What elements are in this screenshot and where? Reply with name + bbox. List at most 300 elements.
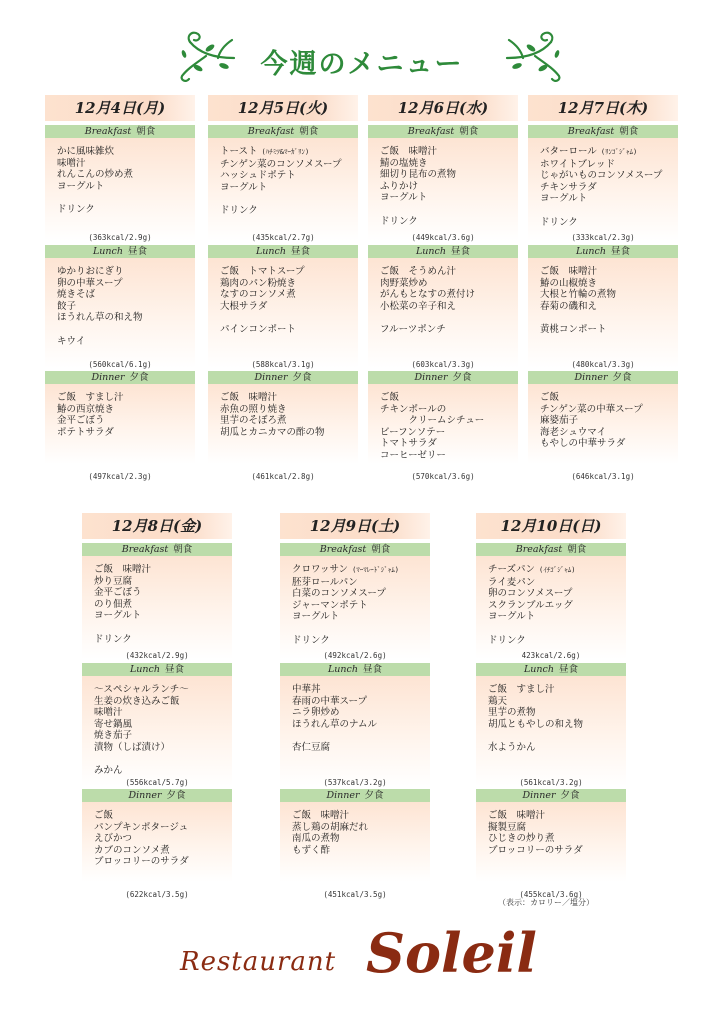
meal-dinner <box>476 789 626 882</box>
meal-label-en: Lunch <box>328 664 358 675</box>
meal-nutrition: (646kcal/3.1g) <box>571 472 635 481</box>
menu-item-text: 擬製豆腐 <box>488 821 527 833</box>
menu-item <box>94 765 232 777</box>
menu-item <box>380 427 518 439</box>
meal-nutrition: (492kcal/2.6g) <box>323 651 387 660</box>
menu-item <box>220 392 358 404</box>
menu-item-text: ご飯 味噌汁 <box>380 146 438 157</box>
menu-item-text: もずく酢 <box>292 844 331 856</box>
menu-item <box>488 564 626 577</box>
menu-item-text: 中華丼 <box>292 684 321 695</box>
menu-item-text: 海老シュウマイ <box>540 426 607 438</box>
menu-item-text: トースト <box>220 146 258 157</box>
meal-label-ja: 夕食 <box>292 372 312 383</box>
day-date: 12月8日(金) <box>82 513 232 539</box>
menu-item-text: 鯖の塩焼き <box>380 157 428 169</box>
page-header <box>0 28 724 88</box>
menu-item <box>540 278 678 290</box>
menu-item <box>540 392 678 404</box>
menu-item-text: ニラ卵炒め <box>292 707 340 718</box>
menu-item-text: ドリンク <box>488 634 526 646</box>
menu-item <box>57 266 195 278</box>
menu-item-text: ヨーグルト <box>57 180 105 192</box>
menu-item <box>488 635 626 647</box>
menu-item <box>292 600 430 612</box>
meal-lunch <box>280 663 430 786</box>
menu-item-text: 赤魚の照り焼き <box>220 403 287 415</box>
meal-label-en: Breakfast <box>407 126 455 137</box>
day-date: 12月7日(木) <box>528 95 678 121</box>
menu-item-text: 餃子 <box>57 300 77 312</box>
menu-item <box>94 707 232 719</box>
meal-label-bar <box>368 125 518 138</box>
menu-item-text: 鰆の西京焼き <box>57 403 115 415</box>
menu-item-text: 鰆の山椒焼き <box>540 277 598 289</box>
meal-label-ja: 昼食 <box>558 664 578 675</box>
menu-item <box>292 588 430 600</box>
meal-label-en: Breakfast <box>247 126 295 137</box>
menu-item <box>488 742 626 754</box>
meal-label-bar <box>368 245 518 258</box>
item-spacer <box>94 753 232 765</box>
menu-item-text: 味噌汁 <box>94 707 123 718</box>
menu-item-text: ゆかりおにぎり <box>57 266 124 277</box>
menu-item-text: ホワイトブレッド <box>540 158 615 170</box>
meal-label-ja: 夕食 <box>129 372 149 383</box>
meal-label-en: Lunch <box>93 246 123 257</box>
meal-label-ja: 朝食 <box>619 126 639 137</box>
day-column-sat <box>280 513 430 907</box>
menu-item-text: 鶏肉のパン粉焼き <box>220 277 297 289</box>
menu-item <box>380 266 518 278</box>
meal-items <box>280 802 430 882</box>
menu-item <box>292 564 430 577</box>
meal-label-bar <box>476 789 626 802</box>
menu-item <box>292 719 430 731</box>
menu-item-text: 南瓜の煮物 <box>292 833 340 844</box>
menu-item <box>57 427 195 439</box>
menu-item <box>540 427 678 439</box>
menu-item <box>380 192 518 204</box>
menu-item-text: ご飯 <box>540 392 560 403</box>
meal-label-bar <box>528 125 678 138</box>
menu-item <box>57 278 195 290</box>
menu-item-text: キウイ <box>57 335 86 347</box>
item-spacer <box>57 192 195 204</box>
meal-nutrition: (480kcal/3.3g) <box>571 360 635 369</box>
menu-item-text: ライ麦パン <box>488 576 536 588</box>
menu-item-text: チキンサラダ <box>540 181 597 193</box>
menu-item-text: ドリンク <box>292 634 330 646</box>
menu-item-text: 蒸し鶏の胡麻だれ <box>292 821 369 833</box>
menu-item <box>380 392 518 404</box>
day-column-wed <box>368 95 518 489</box>
meal-label-bar <box>476 543 626 556</box>
meal-breakfast <box>208 125 358 241</box>
menu-item <box>220 170 358 182</box>
menu-item-text: 胚芽ロールパン <box>292 576 358 588</box>
menu-item <box>57 301 195 313</box>
menu-item <box>292 577 430 589</box>
menu-item-text: ドリンク <box>540 216 578 228</box>
menu-item <box>380 415 518 427</box>
meal-items <box>82 556 232 659</box>
menu-item <box>220 289 358 301</box>
meal-nutrition: (537kcal/3.2g) <box>323 778 387 787</box>
meal-nutrition: (588kcal/3.1g) <box>251 360 315 369</box>
meal-label-bar <box>280 543 430 556</box>
menu-item-text: 里芋の煮物 <box>488 707 536 718</box>
meal-label-ja: 昼食 <box>290 246 310 257</box>
menu-item <box>57 158 195 170</box>
menu-item-text: 漬物（しば漬け） <box>94 741 171 753</box>
menu-item <box>540 289 678 301</box>
meal-dinner <box>528 371 678 464</box>
item-spacer <box>540 205 678 217</box>
menu-item-text: バターロール <box>540 146 597 157</box>
day-date: 12月10日(日) <box>476 513 626 539</box>
menu-item-text: ドリンク <box>94 633 132 645</box>
meal-lunch <box>82 663 232 786</box>
menu-item-text: チンゲン菜のコンソメスープ <box>220 158 342 170</box>
menu-item-text: 春雨の中華スープ <box>292 695 368 707</box>
menu-item-text: ご飯 トマトスープ <box>220 266 305 277</box>
menu-item-text: 卵の中華スープ <box>57 277 123 289</box>
menu-item-text: ポテトサラダ <box>57 426 114 438</box>
menu-item-text: 焼き茄子 <box>94 730 133 741</box>
meal-breakfast <box>476 543 626 659</box>
menu-item-text: 黄桃コンポート <box>540 324 607 335</box>
menu-item <box>220 146 358 159</box>
meal-label-bar <box>208 125 358 138</box>
meal-label-ja: 夕食 <box>612 372 632 383</box>
menu-item <box>292 822 430 834</box>
meal-label-en: Breakfast <box>121 544 169 555</box>
meal-label-ja: 朝食 <box>371 544 391 555</box>
menu-item <box>94 822 232 834</box>
meal-label-en: Breakfast <box>84 126 132 137</box>
meal-label-ja: 昼食 <box>164 664 184 675</box>
nutrition-legend-note: （表示：カロリー／塩分） <box>498 898 594 907</box>
menu-item-text: パインコンポート <box>220 324 297 335</box>
menu-item <box>94 576 232 588</box>
meal-items <box>82 802 232 882</box>
menu-item <box>488 684 626 696</box>
meal-dinner <box>82 789 232 882</box>
item-spacer <box>220 193 358 205</box>
meal-lunch <box>528 245 678 368</box>
menu-item-text: スクランブルエッグ <box>488 599 573 611</box>
menu-item-text: ヨーグルト <box>220 181 268 193</box>
menu-item-text: 肉野菜炒め <box>380 277 428 289</box>
meal-items <box>476 676 626 786</box>
meal-label-ja: 昼食 <box>362 664 382 675</box>
meal-items <box>368 258 518 368</box>
menu-item <box>220 404 358 416</box>
menu-item <box>94 599 232 611</box>
menu-item <box>220 278 358 290</box>
meal-items <box>476 556 626 659</box>
meal-label-ja: 夕食 <box>166 790 186 801</box>
menu-item <box>540 438 678 450</box>
meal-items <box>528 384 678 464</box>
menu-item <box>220 324 358 336</box>
menu-item <box>488 588 626 600</box>
meal-label-ja: 昼食 <box>610 246 630 257</box>
meal-label-bar <box>280 789 430 802</box>
day-date: 12月5日(火) <box>208 95 358 121</box>
menu-item <box>292 635 430 647</box>
menu-item <box>94 742 232 754</box>
menu-item <box>488 822 626 834</box>
menu-item-text: ビーフンソテー <box>380 426 446 438</box>
menu-item <box>540 415 678 427</box>
menu-item-text: ヨーグルト <box>380 192 428 203</box>
meal-items <box>528 258 678 368</box>
meal-nutrition: (432kcal/2.9g) <box>125 651 189 660</box>
menu-item-text: もやしの中華サラダ <box>540 438 626 449</box>
menu-item-text: クロワッサン <box>292 564 349 575</box>
item-spacer <box>488 730 626 742</box>
menu-item-text: フルーツポンチ <box>380 324 446 335</box>
menu-item <box>94 845 232 857</box>
meal-label-en: Dinner <box>522 790 556 801</box>
menu-item-text: えびかつ <box>94 833 133 844</box>
menu-item-text: 金平ごぼう <box>57 415 105 426</box>
meal-nutrition: (363kcal/2.9g) <box>88 233 152 242</box>
menu-item-text: じゃがいものコンソメスープ <box>540 170 663 181</box>
menu-item <box>94 730 232 742</box>
menu-item <box>57 415 195 427</box>
menu-item-text: みかん <box>94 765 123 776</box>
menu-item <box>540 159 678 171</box>
day-date: 12月9日(土) <box>280 513 430 539</box>
meal-label-bar <box>82 543 232 556</box>
menu-item-text: 春菊の磯和え <box>540 300 598 312</box>
restaurant-logo <box>180 921 560 995</box>
menu-item-text: ご飯 <box>94 810 114 821</box>
meal-label-en: Breakfast <box>567 126 615 137</box>
menu-item-text: ほうれん草の和え物 <box>57 312 143 323</box>
menu-item <box>488 833 626 845</box>
meal-label-bar <box>528 371 678 384</box>
menu-item-text: 杏仁豆腐 <box>292 742 331 753</box>
meal-nutrition: (556kcal/5.7g) <box>125 778 189 787</box>
meal-label-bar <box>45 245 195 258</box>
menu-item <box>540 324 678 336</box>
menu-item <box>380 450 518 462</box>
menu-item <box>488 600 626 612</box>
menu-item <box>220 205 358 217</box>
day-date: 12月4日(月) <box>45 95 195 121</box>
menu-item <box>220 415 358 427</box>
menu-item <box>380 181 518 193</box>
menu-item-text: 里芋のそぼろ煮 <box>220 415 287 426</box>
meal-nutrition: (570kcal/3.6g) <box>411 472 475 481</box>
menu-item <box>380 301 518 313</box>
meal-label-en: Breakfast <box>515 544 563 555</box>
meal-nutrition: (333kcal/2.3g) <box>571 233 635 242</box>
menu-item-text: 麻婆茄子 <box>540 415 579 426</box>
menu-item <box>380 216 518 228</box>
meal-label-ja: 夕食 <box>560 790 580 801</box>
menu-item-text: ドリンク <box>380 215 418 227</box>
meal-breakfast <box>528 125 678 241</box>
meal-nutrition: (435kcal/2.7g) <box>251 233 315 242</box>
menu-item-text: ご飯 すまし汁 <box>488 684 555 695</box>
meal-nutrition: (449kcal/3.6g) <box>411 233 475 242</box>
menu-item <box>540 193 678 205</box>
menu-item <box>488 696 626 708</box>
meal-label-bar <box>208 371 358 384</box>
meal-items <box>208 138 358 241</box>
menu-item-text: 細切り昆布の煮物 <box>380 169 457 180</box>
day-column-tue <box>208 95 358 489</box>
meal-label-en: Dinner <box>326 790 360 801</box>
menu-item <box>540 182 678 194</box>
menu-item <box>292 833 430 845</box>
meal-label-ja: 昼食 <box>450 246 470 257</box>
menu-item-text: ドリンク <box>220 205 258 216</box>
menu-item <box>94 856 232 868</box>
menu-item-text: 卵のコンソメスープ <box>488 588 573 599</box>
menu-item-text: ひじきの炒り煮 <box>488 833 555 844</box>
menu-item <box>57 404 195 416</box>
menu-item-text: 白菜のコンソメスープ <box>292 588 386 599</box>
menu-item-text: 胡瓜ともやしの和え物 <box>488 718 584 730</box>
brand-name: Soleil <box>366 921 537 985</box>
meal-label-en: Lunch <box>576 246 606 257</box>
item-spacer <box>292 623 430 635</box>
meal-label-en: Lunch <box>256 246 286 257</box>
meal-items <box>45 384 195 464</box>
menu-item <box>380 289 518 301</box>
menu-item-text: ご飯 味噌汁 <box>540 266 598 277</box>
menu-item <box>220 427 358 439</box>
meal-nutrition: (622kcal/3.5g) <box>125 890 189 899</box>
meal-label-ja: 夕食 <box>452 372 472 383</box>
meal-lunch <box>45 245 195 368</box>
menu-item <box>292 845 430 857</box>
meal-nutrition: 423kcal/2.6g) <box>521 651 581 660</box>
menu-item-text: パンプキンポタージュ <box>94 821 189 833</box>
menu-item-condiment: (ﾏｰﾏﾚｰﾄﾞｼﾞｬﾑ) <box>352 566 399 574</box>
menu-item-text: がんもとなすの煮付け <box>380 289 476 300</box>
meal-label-ja: 朝食 <box>567 544 587 555</box>
meal-nutrition: (461kcal/2.8g) <box>251 472 315 481</box>
menu-item-text: 水ようかん <box>488 742 536 753</box>
meal-items <box>82 676 232 786</box>
menu-item <box>292 742 430 754</box>
menu-item-text: クリームシチュー <box>380 415 485 426</box>
meal-breakfast <box>368 125 518 241</box>
menu-item <box>220 159 358 171</box>
meal-label-en: Dinner <box>574 372 608 383</box>
meal-label-ja: 昼食 <box>127 246 147 257</box>
menu-item-text: ヨーグルト <box>540 193 588 204</box>
menu-item-text: ご飯 すまし汁 <box>57 392 124 403</box>
meal-nutrition: (451kcal/3.5g) <box>323 890 387 899</box>
meal-label-ja: 朝食 <box>136 126 156 137</box>
item-spacer <box>220 312 358 324</box>
menu-item <box>292 810 430 822</box>
menu-item-text: 大根サラダ <box>220 300 268 312</box>
menu-item-text: かに風味雑炊 <box>57 146 115 157</box>
menu-item <box>94 634 232 646</box>
menu-item-text: チキンボールの <box>380 403 447 415</box>
menu-item-text: 炒り豆腐 <box>94 575 133 587</box>
meal-label-bar <box>208 245 358 258</box>
menu-item <box>57 169 195 181</box>
menu-item <box>57 204 195 216</box>
menu-item-text: 胡瓜とカニカマの酢の物 <box>220 426 325 438</box>
item-spacer <box>540 312 678 324</box>
meal-label-en: Lunch <box>130 664 160 675</box>
menu-item <box>540 266 678 278</box>
meal-dinner <box>280 789 430 882</box>
meal-nutrition: (561kcal/3.2g) <box>519 778 583 787</box>
meal-nutrition: (560kcal/6.1g) <box>88 360 152 369</box>
meal-nutrition: (455kcal/3.6g) <box>519 890 583 899</box>
meal-lunch <box>208 245 358 368</box>
menu-item-text: ドリンク <box>57 204 95 215</box>
item-spacer <box>292 730 430 742</box>
meal-items <box>208 384 358 464</box>
menu-item <box>380 324 518 336</box>
day-date: 12月6日(水) <box>368 95 518 121</box>
menu-item-text: ご飯 味噌汁 <box>292 810 350 821</box>
meal-label-en: Breakfast <box>319 544 367 555</box>
menu-item-text: 大根と竹輪の煮物 <box>540 289 617 300</box>
meal-label-bar <box>45 125 195 138</box>
menu-item <box>57 146 195 158</box>
meal-items <box>476 802 626 882</box>
meal-label-ja: 朝食 <box>299 126 319 137</box>
menu-item-text: ご飯 味噌汁 <box>220 392 278 403</box>
menu-item-condiment: (ﾊﾁﾐﾂ&ﾏｰｶﾞﾘﾝ) <box>261 148 310 156</box>
menu-item-text: ヨーグルト <box>292 611 340 622</box>
menu-item-text: コーヒーゼリー <box>380 449 446 461</box>
menu-item-text: なすのコンソメ煮 <box>220 289 296 300</box>
menu-item-text: 寄せ鍋風 <box>94 718 133 730</box>
menu-item-text: ご飯 そうめん汁 <box>380 266 457 277</box>
meal-items <box>208 258 358 368</box>
menu-item-text: 味噌汁 <box>57 157 86 169</box>
menu-item <box>380 158 518 170</box>
menu-item-text: 金平ごぼう <box>94 587 142 598</box>
menu-item <box>94 833 232 845</box>
menu-item <box>94 719 232 731</box>
menu-item <box>57 336 195 348</box>
menu-item-text: ハッシュドポテト <box>220 170 296 181</box>
meal-nutrition: (497kcal/2.3g) <box>88 472 152 481</box>
menu-item <box>380 404 518 416</box>
menu-item <box>540 170 678 182</box>
menu-item <box>380 169 518 181</box>
menu-item <box>94 610 232 622</box>
meal-nutrition: (603kcal/3.3g) <box>411 360 475 369</box>
day-column-fri <box>82 513 232 907</box>
menu-item <box>57 181 195 193</box>
menu-item <box>488 707 626 719</box>
menu-item <box>488 845 626 857</box>
meal-items <box>368 138 518 241</box>
meal-label-bar <box>82 663 232 676</box>
menu-item <box>57 312 195 324</box>
meal-items <box>528 138 678 241</box>
meal-label-en: Lunch <box>416 246 446 257</box>
menu-item <box>380 278 518 290</box>
